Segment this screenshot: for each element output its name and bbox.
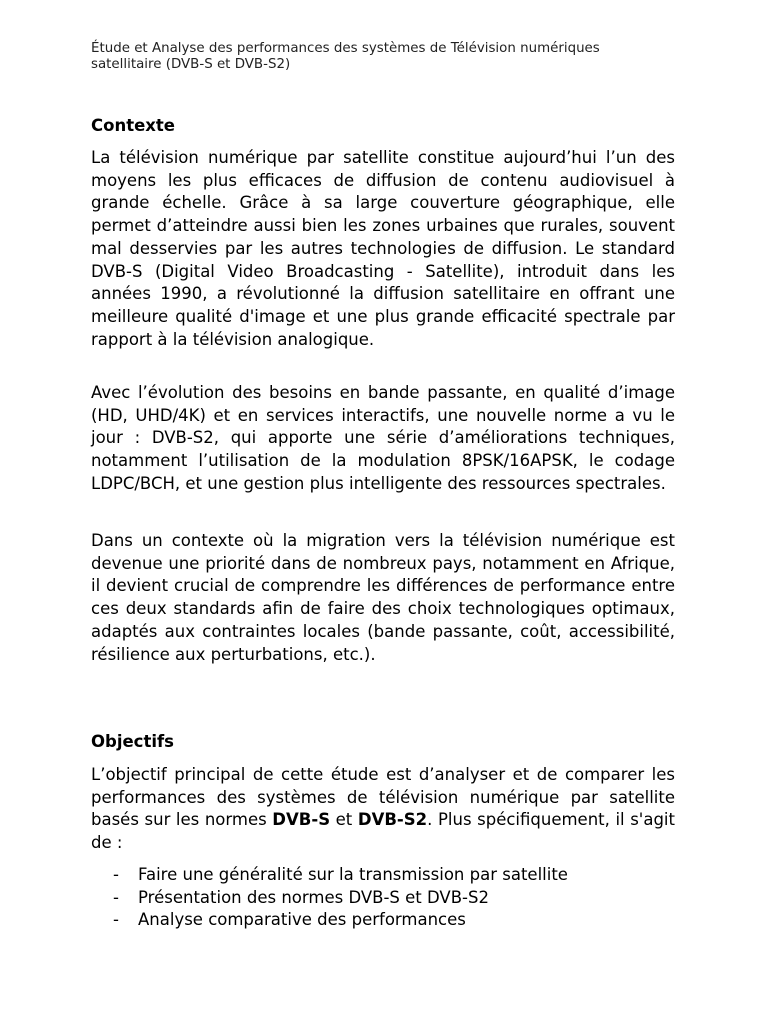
list-item-text: Faire une généralité sur la transmission par satellite <box>138 865 568 884</box>
list-item <box>113 887 568 910</box>
list-item-text: Analyse comparative des performances <box>138 910 466 930</box>
section-heading-objectifs: Objectifs <box>91 732 175 751</box>
norm-dvb-s2: DVB-S2 <box>357 810 428 830</box>
objectifs-intro-paragraph <box>91 764 675 855</box>
bullet-dash: - <box>113 887 119 907</box>
running-header-title: Étude et Analyse des performances des systèmes de Télévision numériques satellitaire (DVB-S et DVB-S2) <box>91 41 600 72</box>
contexte-paragraph-2: Avec l’évolution des besoins en bande passante, en qualité d’image (HD, UHD/4K) et en services interactifs, une nouvelle norme a vu le jour : DVB-S2, qui apporte une série d’améliorations techniques, notamment l’utilisation de la modulation 8PSK/16APSK, le codage LDPC/BCH, et une gestion plus intelligente des ressources spectrales. <box>91 383 675 493</box>
bullet-dash: - <box>113 910 119 930</box>
objectifs-intro-text-2: et <box>330 810 358 830</box>
objectifs-intro-text-3: . Plus spécifiquement, il s'agit de : <box>91 810 675 853</box>
objectifs-list <box>113 864 568 932</box>
section-heading-contexte: Contexte <box>91 116 175 135</box>
bullet-dash: - <box>113 865 119 884</box>
contexte-paragraph-1: La télévision numérique par satellite constitue aujourd’hui l’un des moyens les plus efficaces de diffusion de contenu audiovisuel à grande échelle. Grâce à sa large couverture géographique, elle permet d’atteindre aussi bien les zones urbaines que rurales, souvent mal desservies par les autres technologies de diffusion. Le standard DVB-S (Digital Video Broadcasting - Satellite), introduit dans les années 1990, a révolutionné la diffusion satellitaire en offrant une meilleure qualité d'image et une plus grande efficacité spectrale par rapport à la télévision analogique. <box>91 148 675 349</box>
list-item <box>113 909 568 932</box>
list-item <box>113 864 568 887</box>
objectifs-intro-text-1: L’objectif principal de cette étude est d’analyser et de comparer les performances des systèmes de télévision numérique par satellite basés sur les normes <box>91 765 675 830</box>
contexte-paragraph-3: Dans un contexte où la migration vers la télévision numérique est devenue une priorité dans de nombreux pays, notamment en Afrique, il devient crucial de comprendre les différences de performance entre ces deux standards afin de faire des choix technologiques optimaux, adaptés aux contraintes locales (bande passante, coût, accessibilité, résilience aux perturbations, etc.). <box>91 531 675 664</box>
norm-dvb-s: DVB-S <box>272 810 331 830</box>
list-item-text: Présentation des normes DVB-S et DVB-S2 <box>138 887 489 907</box>
